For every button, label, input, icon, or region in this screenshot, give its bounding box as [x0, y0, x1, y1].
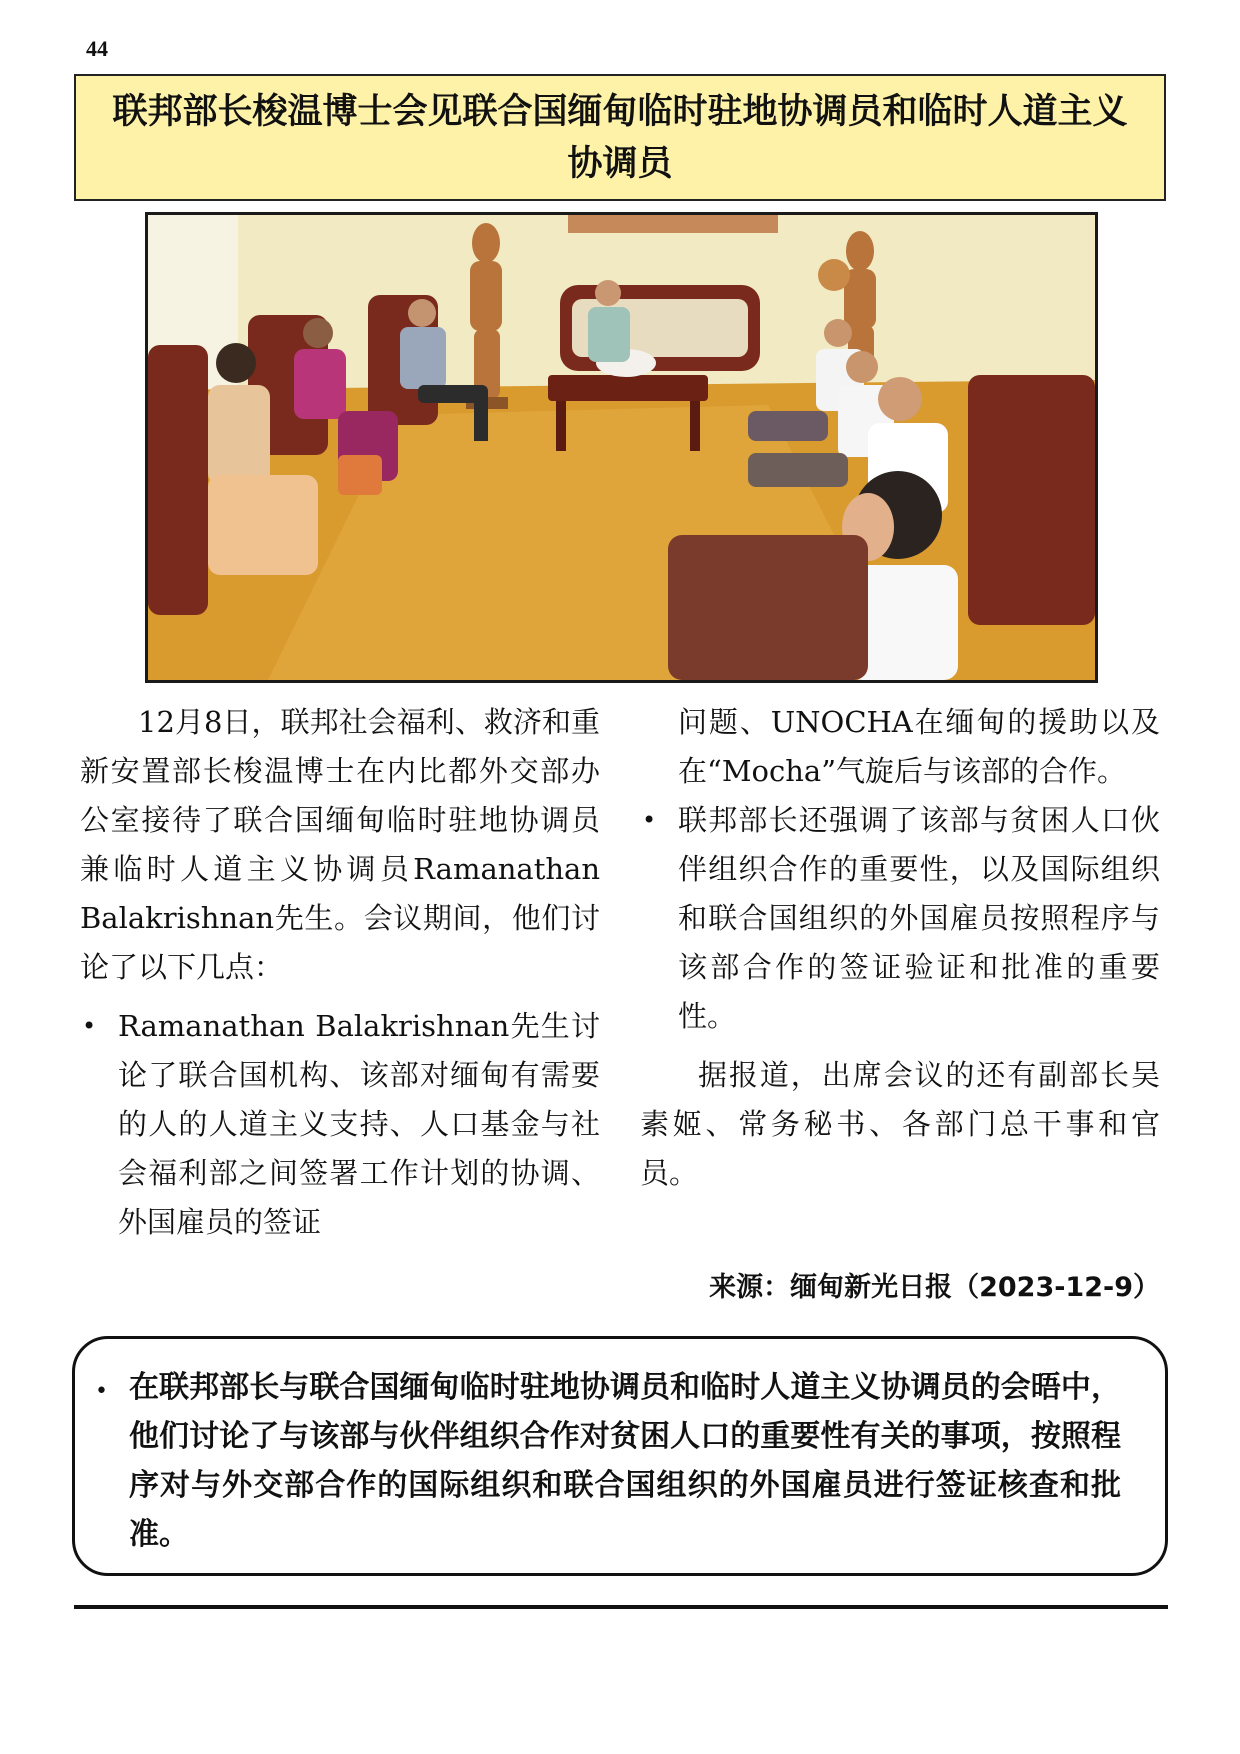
source-line: 来源：缅甸新光日报（2023-12-9） — [709, 1272, 1160, 1303]
article-column-left — [80, 698, 600, 1247]
summary-text: 在联邦部长与联合国缅甸临时驻地协调员和临时人道主义协调员的会晤中，他们讨论了与该部与伙伴组织合作对贫困人口的重要性有关的事项，按照程序对与外交部合作的国际组织和联合国组织的外国雇员进行签证核查和批准。 — [129, 1370, 1121, 1552]
bottom-divider — [74, 1605, 1168, 1609]
article-closing: 据报道，出席会议的还有副部长吴素姬、常务秘书、各部门总干事和官员。 — [640, 1058, 1160, 1190]
armchair-right — [968, 375, 1095, 625]
wall-frame — [568, 215, 778, 233]
page-title: 联邦部长梭温博士会见联合国缅甸临时驻地协调员和临时人道主义协调员 — [112, 91, 1128, 184]
bullet-item-1-continued: 问题、UNOCHA在缅甸的援助以及在“Mocha”气旋后与该部的合作。 — [678, 705, 1160, 788]
page-number: 44 — [86, 36, 108, 61]
meeting-photo — [145, 212, 1098, 683]
summary-box — [72, 1336, 1168, 1576]
bullet-list-left — [80, 1002, 600, 1247]
bullet-item-2: • 联邦部长还强调了该部与贫困人口伙伴组织合作的重要性，以及国际组织和联合国组织的外国雇员按照程序与该部合作的签证验证和批准的重要性。 — [640, 796, 1160, 1041]
article-column-right — [640, 698, 1160, 1198]
coffee-table — [548, 375, 708, 401]
bullet-item-1: • Ramanathan Balakrishnan先生讨论了联合国机构、该部对缅甸有需要的人的人道主义支持、人口基金与社会福利部之间签署工作计划的协调、外国雇员的签证 — [80, 1002, 600, 1247]
article-intro: 12月8日，联邦社会福利、救济和重新安置部长梭温博士在内比都外交部办公室接待了联合国缅甸临时驻地协调员兼临时人道主义协调员Ramanathan Balakrishnan先生。会议期间，他们讨论了以下几点： — [80, 705, 600, 984]
meeting-photo-illustration — [148, 215, 1095, 680]
armchair-left-front — [148, 345, 208, 615]
summary-bullet: • — [95, 1379, 108, 1404]
bullet-list-right — [640, 796, 1160, 1041]
title-banner — [74, 74, 1166, 201]
orange-handbag — [338, 455, 382, 495]
